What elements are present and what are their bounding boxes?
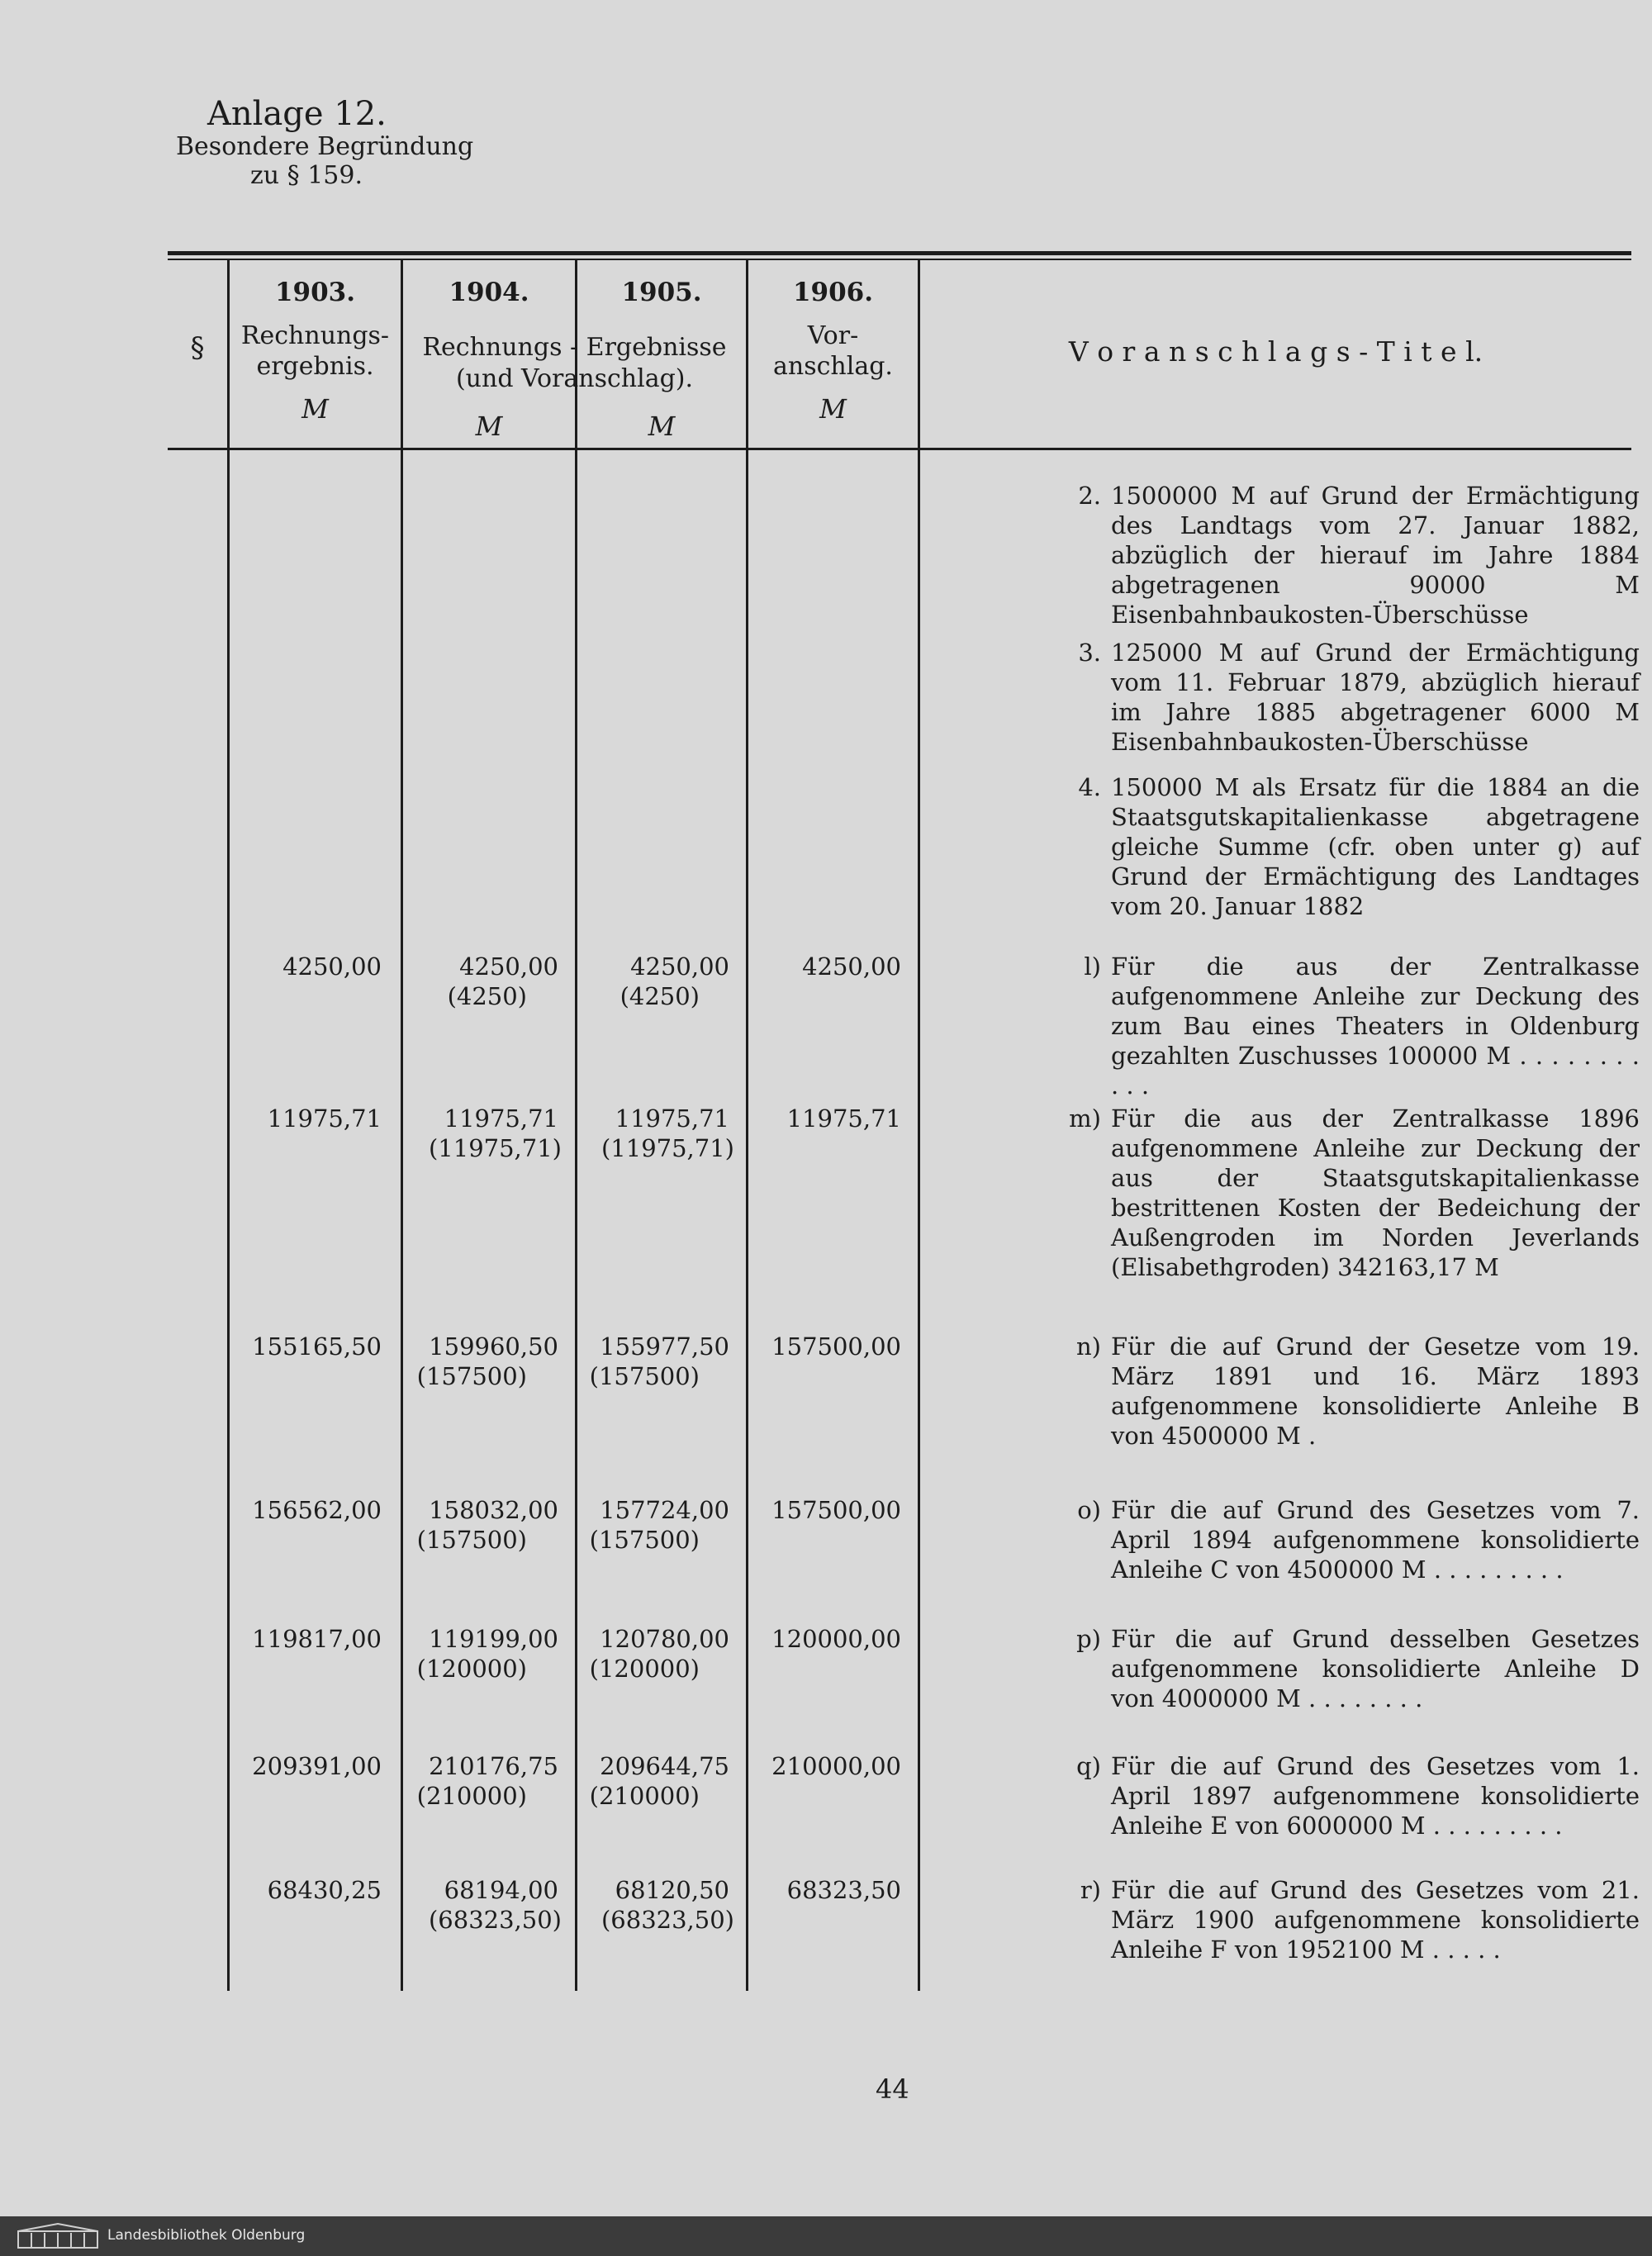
- header-bottom-rule: [168, 448, 1631, 450]
- library-name: Landesbibliothek Oldenburg: [107, 2227, 306, 2244]
- value-1904: 158032,00: [429, 1496, 558, 1524]
- value-1906: 210000,00: [771, 1752, 901, 1780]
- value-1904-estimate: (157500): [416, 1362, 527, 1390]
- value-1904: 11975,71: [444, 1104, 558, 1133]
- value-1904-estimate: (210000): [416, 1782, 527, 1810]
- value-1904-estimate: (4250): [447, 982, 527, 1010]
- value-1904-estimate: (11975,71): [428, 1134, 562, 1162]
- value-1906: 120000,00: [771, 1625, 901, 1653]
- document-page: Anlage 12. Besondere Begründung zu § 159. § 1903. Rechnungs- ergebnis. M 1904. 1905. Rechnungs - Ergebnisse (und Voranschlag). M M 1906. Vor- anschlag. M V o r a n s c h l a g s - T i t e l. 2. 1500000 M auf Grund der Ermächtigung des Landtags vom 27. Januar 1882, abzüglich der hierauf im Jahre 1884 abgetragenen 90000 M Eisenbahnbaukosten-Überschüsse 3. 125000 M auf Grund der Ermächtigung vom 11. Februar 1879, abzüglich hierauf im Jahre 1885 abgetragener 6000 M Eisenbahnbaukosten-Überschüsse 4. 150000 M als Ersatz für die 1884 an die Staatsgutskapitalienkasse abgetragene gleiche Summe (cfr. oben unter g) auf Grund der Ermächtigung des Landtages vom 20. Januar 1882 4250,00 4250,00 (4250) 4250,00 (4250) 4250,00 l) Für die aus der Zentralkasse aufgenommene Anleihe zur Deckung des zum Bau eines Theaters in Oldenburg gezahlten Zuschusses 100000 M . . . . . . . . . . . 11975,71 11975,71 (11975,71) 11975,71 (11975,71) 11975,71 m) Für die aus der Zentralkasse 1896 aufgenommene Anleihe zur Deckung der aus der Staatsgutskapitalienkasse bestrittenen Kosten der Bedeichung der Außengroden im Norden Jeverlands (Elisabethgroden) 342163,17 M 155165,50 159960,50 (157500) 155977,50 (157500) 157500,00 n) Für die auf Grund der Gesetze vom 19. März 1891 und 16. März 1893 aufgenommene konsolidierte Anleihe B von 4500000 M . 156562,00 158032,00 (157500) 157724,00 (157500) 157500,00 o) Für die auf Grund des Gesetzes vom 7. April 1894 aufgenommene konsolidierte Anleihe C von 4500000 M . . . . . . . . . 119817,00 119199,00 (120000) 120780,00 (120000) 120000,00 p) Für die auf Grund desselben Gesetzes aufgenommene konsolidierte Anleihe D von 4000000 M . . . . . . . . 209391,00 210176,75 (210000) 209644,75 (210000) 210000,00 q) Für die auf Grund des Gesetzes vom 1. April 1897 aufgenommene konsolidierte Anleihe E von 6000000 M . . . . . . . . . 68430,25 68194,00 (68323,50) 68120,50 (68323,50) 68323,50 r) Für die auf Grund des Gesetzes vom 21. März 1900 aufgenommene konsolidierte Anleihe F von 1952100 M . . . . . 44: [0, 0, 1652, 2216]
- header-col-1903: 1903. Rechnungs- ergebnis. M: [240, 278, 390, 425]
- value-1906: 4250,00: [802, 952, 901, 981]
- value-1903: 209391,00: [252, 1752, 382, 1780]
- value-1905: 68120,50: [615, 1876, 729, 1904]
- header-col-1904-year: 1904.: [449, 278, 529, 307]
- header-paragraph: §: [190, 331, 205, 364]
- value-1903: 4250,00: [282, 952, 382, 981]
- annex-subtitle: Besondere Begründung: [176, 132, 474, 161]
- value-1903: 119817,00: [252, 1625, 382, 1653]
- value-1903: 11975,71: [267, 1104, 382, 1133]
- value-1906: 157500,00: [771, 1496, 901, 1524]
- top-rule-thin: [168, 259, 1631, 260]
- library-building-icon: [17, 2223, 99, 2249]
- value-1905-estimate: (68323,50): [601, 1906, 734, 1934]
- value-1904: 68194,00: [444, 1876, 558, 1904]
- value-1903: 156562,00: [252, 1496, 382, 1524]
- value-1904: 4250,00: [459, 952, 558, 981]
- header-col-1904-1905-label: Rechnungs - Ergebnisse (und Voranschlag).: [422, 333, 727, 393]
- header-col-1906: 1906. Vor- anschlag. M: [773, 278, 893, 425]
- value-1906: 68323,50: [786, 1876, 901, 1904]
- header-col-1905-unit: M: [648, 411, 676, 442]
- header-col-1904-unit: M: [475, 411, 503, 442]
- value-1905: 4250,00: [630, 952, 729, 981]
- value-1903: 155165,50: [252, 1332, 382, 1361]
- value-1904: 210176,75: [429, 1752, 558, 1780]
- value-1905: 120780,00: [600, 1625, 729, 1653]
- value-1904: 119199,00: [429, 1625, 558, 1653]
- value-1905-estimate: (4250): [620, 982, 700, 1010]
- value-1905: 11975,71: [615, 1104, 729, 1133]
- value-1906: 157500,00: [771, 1332, 901, 1361]
- annex-title: Anlage 12.: [207, 95, 387, 133]
- value-1905: 155977,50: [600, 1332, 729, 1361]
- top-double-rule: [168, 251, 1631, 255]
- value-1903: 68430,25: [267, 1876, 382, 1904]
- library-footer: [0, 2216, 1652, 2256]
- value-1904: 159960,50: [429, 1332, 558, 1361]
- value-1904-estimate: (68323,50): [428, 1906, 562, 1934]
- header-title-column: V o r a n s c h l a g s - T i t e l.: [1068, 335, 1483, 368]
- document-header: [176, 95, 473, 190]
- header-col-1905-year: 1905.: [621, 278, 702, 307]
- value-1905-estimate: (157500): [589, 1362, 700, 1390]
- value-1904-estimate: (157500): [416, 1526, 527, 1554]
- value-1904-estimate: (120000): [416, 1655, 527, 1683]
- value-1905: 209644,75: [600, 1752, 729, 1780]
- annex-paragraph-ref: zu § 159.: [250, 160, 363, 190]
- value-1905: 157724,00: [600, 1496, 729, 1524]
- value-1905-estimate: (11975,71): [601, 1134, 734, 1162]
- value-1905-estimate: (210000): [589, 1782, 700, 1810]
- value-1905-estimate: (120000): [589, 1655, 700, 1683]
- column-divider-5: [918, 260, 920, 1991]
- value-1905-estimate: (157500): [589, 1526, 700, 1554]
- page-number: 44: [876, 2073, 909, 2105]
- value-1906: 11975,71: [786, 1104, 901, 1133]
